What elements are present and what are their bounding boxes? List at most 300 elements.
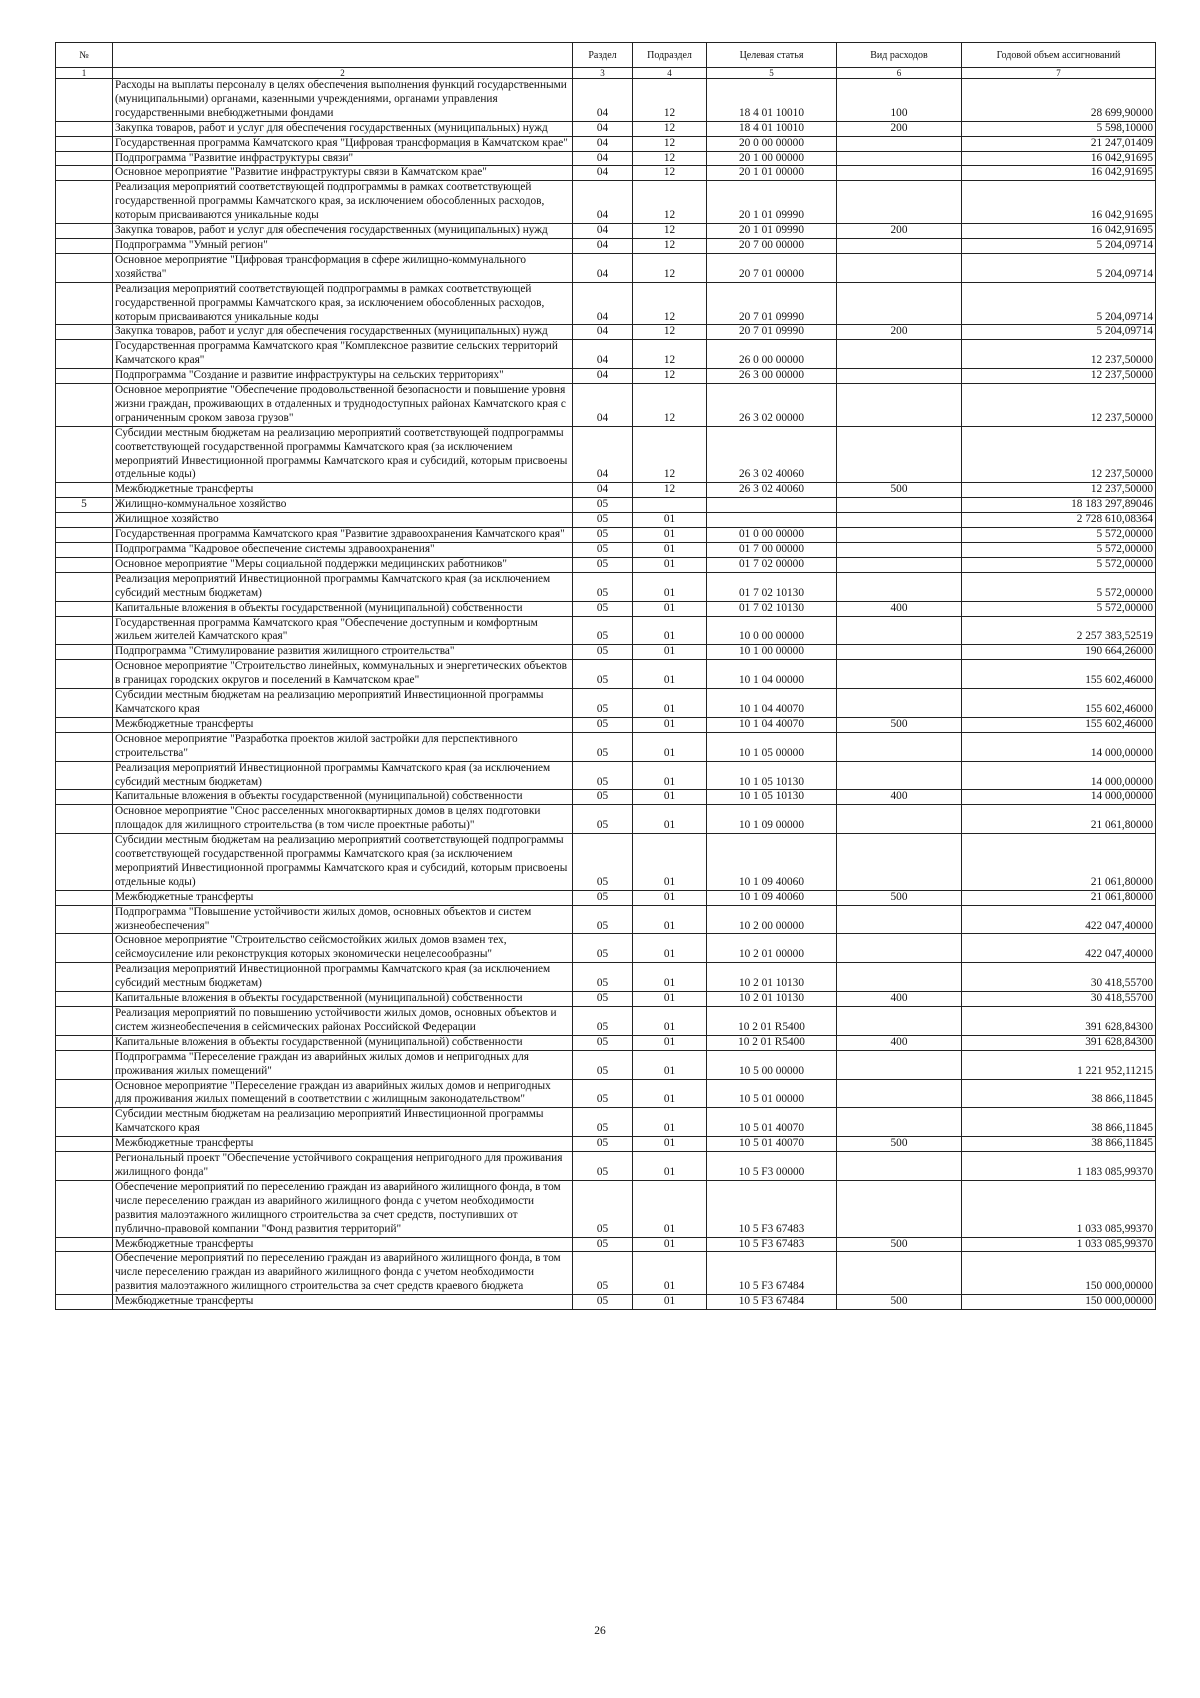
row-number <box>56 238 113 253</box>
row-section: 05 <box>573 689 633 718</box>
row-number <box>56 1050 113 1079</box>
row-name: Межбюджетные трансферты <box>113 1137 573 1152</box>
row-amount: 5 572,00000 <box>962 543 1156 558</box>
row-amount: 1 033 085,99370 <box>962 1180 1156 1237</box>
row-amount: 5 204,09714 <box>962 282 1156 325</box>
table-row <box>56 224 1156 239</box>
table-row <box>56 340 1156 369</box>
row-subsection: 12 <box>633 384 707 427</box>
row-expense-type <box>837 557 962 572</box>
row-expense-type <box>837 426 962 483</box>
row-name: Жилищно-коммунальное хозяйство <box>113 498 573 513</box>
column-number: 7 <box>962 68 1156 79</box>
row-number <box>56 426 113 483</box>
column-number: 5 <box>707 68 837 79</box>
table-row <box>56 369 1156 384</box>
row-section: 04 <box>573 483 633 498</box>
row-expense-type: 400 <box>837 790 962 805</box>
row-section: 04 <box>573 181 633 224</box>
row-section: 05 <box>573 660 633 689</box>
row-expense-type <box>837 616 962 645</box>
row-number <box>56 761 113 790</box>
row-target: 26 3 00 00000 <box>707 369 837 384</box>
row-target: 20 7 01 00000 <box>707 253 837 282</box>
row-subsection: 01 <box>633 528 707 543</box>
row-target: 20 1 01 09990 <box>707 181 837 224</box>
row-number <box>56 572 113 601</box>
table-row <box>56 645 1156 660</box>
row-amount: 30 418,55700 <box>962 992 1156 1007</box>
row-name: Реализация мероприятий по повышению устойчивости жилых домов, основных объектов и систем жизнеобеспечения в сейсмических районах Российской Федерации <box>113 1007 573 1036</box>
row-amount: 1 183 085,99370 <box>962 1152 1156 1181</box>
row-target: 01 7 02 10130 <box>707 601 837 616</box>
row-expense-type <box>837 369 962 384</box>
header-num: № <box>56 43 113 68</box>
row-name: Закупка товаров, работ и услуг для обеспечения государственных (муниципальных) нужд <box>113 325 573 340</box>
row-expense-type: 100 <box>837 79 962 122</box>
row-amount: 30 418,55700 <box>962 963 1156 992</box>
row-target: 10 1 04 00000 <box>707 660 837 689</box>
row-number <box>56 340 113 369</box>
row-subsection: 01 <box>633 1079 707 1108</box>
row-number <box>56 890 113 905</box>
row-target: 10 1 05 10130 <box>707 790 837 805</box>
row-number <box>56 905 113 934</box>
row-target: 10 0 00 00000 <box>707 616 837 645</box>
row-amount: 21 247,01409 <box>962 136 1156 151</box>
row-subsection: 01 <box>633 1050 707 1079</box>
row-amount: 14 000,00000 <box>962 732 1156 761</box>
row-name: Реализация мероприятий Инвестиционной программы Камчатского края (за исключением субсидий местным бюджетам) <box>113 761 573 790</box>
row-subsection: 01 <box>633 1152 707 1181</box>
row-subsection: 12 <box>633 181 707 224</box>
column-number: 1 <box>56 68 113 79</box>
row-amount: 155 602,46000 <box>962 717 1156 732</box>
row-name: Подпрограмма "Кадровое обеспечение системы здравоохранения" <box>113 543 573 558</box>
table-row <box>56 528 1156 543</box>
row-amount: 391 628,84300 <box>962 1007 1156 1036</box>
row-expense-type: 500 <box>837 483 962 498</box>
row-amount: 422 047,40000 <box>962 905 1156 934</box>
row-target: 10 1 00 00000 <box>707 645 837 660</box>
row-section: 05 <box>573 1108 633 1137</box>
row-subsection: 12 <box>633 136 707 151</box>
table-row <box>56 79 1156 122</box>
table-row <box>56 121 1156 136</box>
row-expense-type: 400 <box>837 1035 962 1050</box>
row-amount: 5 572,00000 <box>962 528 1156 543</box>
table-header-row <box>56 43 1156 68</box>
table-row <box>56 1050 1156 1079</box>
row-expense-type <box>837 151 962 166</box>
row-number <box>56 181 113 224</box>
table-row <box>56 166 1156 181</box>
row-subsection: 01 <box>633 616 707 645</box>
row-section: 05 <box>573 717 633 732</box>
row-target: 20 1 01 09990 <box>707 224 837 239</box>
row-amount: 12 237,50000 <box>962 340 1156 369</box>
row-section: 05 <box>573 1035 633 1050</box>
row-expense-type <box>837 136 962 151</box>
row-section: 04 <box>573 384 633 427</box>
row-subsection: 01 <box>633 1035 707 1050</box>
row-target: 10 1 09 40060 <box>707 834 837 891</box>
row-number <box>56 645 113 660</box>
row-name: Подпрограмма "Повышение устойчивости жилых домов, основных объектов и систем жизнеобеспечения" <box>113 905 573 934</box>
row-section: 05 <box>573 601 633 616</box>
table-row <box>56 790 1156 805</box>
row-name: Капитальные вложения в объекты государственной (муниципальной) собственности <box>113 790 573 805</box>
row-target: 26 3 02 40060 <box>707 426 837 483</box>
row-number <box>56 151 113 166</box>
row-target: 18 4 01 10010 <box>707 79 837 122</box>
row-amount: 21 061,80000 <box>962 805 1156 834</box>
row-section: 05 <box>573 834 633 891</box>
row-amount: 28 699,90000 <box>962 79 1156 122</box>
row-name: Межбюджетные трансферты <box>113 483 573 498</box>
row-expense-type <box>837 282 962 325</box>
row-subsection: 01 <box>633 905 707 934</box>
row-subsection: 12 <box>633 79 707 122</box>
row-amount: 155 602,46000 <box>962 660 1156 689</box>
row-amount: 12 237,50000 <box>962 369 1156 384</box>
row-number <box>56 1137 113 1152</box>
row-number <box>56 805 113 834</box>
row-target: 10 5 00 00000 <box>707 1050 837 1079</box>
row-name: Жилищное хозяйство <box>113 513 573 528</box>
row-target: 10 5 F3 00000 <box>707 1152 837 1181</box>
row-amount: 391 628,84300 <box>962 1035 1156 1050</box>
row-expense-type <box>837 805 962 834</box>
row-number <box>56 79 113 122</box>
row-name: Подпрограмма "Переселение граждан из аварийных жилых домов и непригодных для проживания жилых помещений" <box>113 1050 573 1079</box>
row-section: 04 <box>573 253 633 282</box>
row-section: 05 <box>573 761 633 790</box>
row-name: Субсидии местным бюджетам на реализацию мероприятий соответствующей подпрограммы соответствующей государственной программы Камчатского края (за исключением мероприятий Инвестиционной программы Камчатского края и субсидий, которым присвоены отдельные коды) <box>113 834 573 891</box>
row-expense-type <box>837 963 962 992</box>
table-row <box>56 616 1156 645</box>
row-target: 20 0 00 00000 <box>707 136 837 151</box>
row-amount: 1 033 085,99370 <box>962 1237 1156 1252</box>
row-name: Основное мероприятие "Обеспечение продовольственной безопасности и повышение уровня жизни граждан, проживающих в отдаленных и труднодоступных районах Камчатского края с ограниченным сроком завоза грузов" <box>113 384 573 427</box>
row-expense-type <box>837 834 962 891</box>
table-row <box>56 834 1156 891</box>
row-target: 26 0 00 00000 <box>707 340 837 369</box>
row-name: Межбюджетные трансферты <box>113 890 573 905</box>
row-section: 04 <box>573 238 633 253</box>
table-row <box>56 572 1156 601</box>
row-section: 05 <box>573 805 633 834</box>
row-expense-type: 400 <box>837 601 962 616</box>
row-section: 04 <box>573 79 633 122</box>
row-amount: 16 042,91695 <box>962 224 1156 239</box>
table-row <box>56 136 1156 151</box>
row-name: Субсидии местным бюджетам на реализацию мероприятий соответствующей подпрограммы соответствующей государственной программы Камчатского края (за исключением мероприятий Инвестиционной программы Камчатского края и субсидий, которым присвоены отдельные коды) <box>113 426 573 483</box>
row-subsection: 01 <box>633 572 707 601</box>
row-section: 05 <box>573 992 633 1007</box>
row-expense-type <box>837 1079 962 1108</box>
row-expense-type <box>837 1180 962 1237</box>
row-subsection: 01 <box>633 834 707 891</box>
row-target: 10 2 00 00000 <box>707 905 837 934</box>
row-section: 05 <box>573 513 633 528</box>
row-section: 04 <box>573 121 633 136</box>
table-row <box>56 732 1156 761</box>
table-row <box>56 992 1156 1007</box>
row-number <box>56 121 113 136</box>
row-section: 05 <box>573 1252 633 1295</box>
table-row <box>56 543 1156 558</box>
table-row <box>56 601 1156 616</box>
row-expense-type <box>837 166 962 181</box>
row-section: 04 <box>573 166 633 181</box>
row-amount: 38 866,11845 <box>962 1108 1156 1137</box>
row-name: Обеспечение мероприятий по переселению граждан из аварийного жилищного фонда, в том числе переселению граждан из аварийного жилищного фонда с учетом необходимости развития малоэтажного жилищного строительства за счет средств, поступивших от публично-правовой компании "Фонд развития территорий" <box>113 1180 573 1237</box>
row-target: 01 7 02 00000 <box>707 557 837 572</box>
row-subsection: 01 <box>633 890 707 905</box>
row-expense-type <box>837 645 962 660</box>
column-number: 3 <box>573 68 633 79</box>
table-row <box>56 1295 1156 1310</box>
row-name: Основное мероприятие "Развитие инфраструктуры связи в Камчатском крае" <box>113 166 573 181</box>
row-target: 01 7 02 10130 <box>707 572 837 601</box>
row-amount: 5 204,09714 <box>962 253 1156 282</box>
row-section: 05 <box>573 890 633 905</box>
row-number <box>56 1252 113 1295</box>
table-row <box>56 426 1156 483</box>
row-name: Субсидии местным бюджетам на реализацию мероприятий Инвестиционной программы Камчатского края <box>113 1108 573 1137</box>
row-expense-type: 500 <box>837 1137 962 1152</box>
row-amount: 12 237,50000 <box>962 426 1156 483</box>
row-expense-type <box>837 1108 962 1137</box>
table-row <box>56 689 1156 718</box>
row-target: 01 0 00 00000 <box>707 528 837 543</box>
row-subsection: 01 <box>633 761 707 790</box>
column-number: 6 <box>837 68 962 79</box>
row-target: 10 5 01 40070 <box>707 1108 837 1137</box>
header-section: Раздел <box>573 43 633 68</box>
row-amount: 5 572,00000 <box>962 601 1156 616</box>
page-number: 26 <box>594 1625 606 1637</box>
row-amount: 2 257 383,52519 <box>962 616 1156 645</box>
row-expense-type: 400 <box>837 992 962 1007</box>
row-amount: 150 000,00000 <box>962 1252 1156 1295</box>
row-section: 05 <box>573 934 633 963</box>
row-subsection: 01 <box>633 557 707 572</box>
row-name: Государственная программа Камчатского края "Комплексное развитие сельских территорий Камчатского края" <box>113 340 573 369</box>
row-amount: 5 572,00000 <box>962 557 1156 572</box>
row-target: 10 5 F3 67483 <box>707 1237 837 1252</box>
row-expense-type: 500 <box>837 1237 962 1252</box>
table-row <box>56 513 1156 528</box>
table-row <box>56 325 1156 340</box>
row-name: Закупка товаров, работ и услуг для обеспечения государственных (муниципальных) нужд <box>113 224 573 239</box>
row-number <box>56 483 113 498</box>
row-number <box>56 717 113 732</box>
row-section: 05 <box>573 1180 633 1237</box>
row-subsection: 01 <box>633 790 707 805</box>
row-number <box>56 136 113 151</box>
table-body <box>56 79 1156 1310</box>
row-target: 10 1 09 00000 <box>707 805 837 834</box>
row-number <box>56 166 113 181</box>
row-section: 04 <box>573 151 633 166</box>
row-expense-type: 500 <box>837 717 962 732</box>
row-expense-type <box>837 384 962 427</box>
column-number-row <box>56 68 1156 79</box>
row-number <box>56 992 113 1007</box>
row-name: Межбюджетные трансферты <box>113 717 573 732</box>
row-amount: 38 866,11845 <box>962 1079 1156 1108</box>
row-target: 10 5 F3 67484 <box>707 1295 837 1310</box>
row-expense-type <box>837 543 962 558</box>
header-amount: Годовой объем ассигнований <box>962 43 1156 68</box>
header-expense-type: Вид расходов <box>837 43 962 68</box>
row-section: 04 <box>573 136 633 151</box>
row-section: 05 <box>573 1007 633 1036</box>
row-expense-type: 200 <box>837 121 962 136</box>
row-subsection: 01 <box>633 732 707 761</box>
row-subsection: 12 <box>633 151 707 166</box>
row-name: Подпрограмма "Стимулирование развития жилищного строительства" <box>113 645 573 660</box>
row-amount: 16 042,91695 <box>962 166 1156 181</box>
row-subsection: 12 <box>633 369 707 384</box>
table-row <box>56 238 1156 253</box>
row-name: Основное мероприятие "Снос расселенных многоквартирных домов в целях подготовки площадок для жилищного строительства (в том числе проектные работы)" <box>113 805 573 834</box>
row-section: 05 <box>573 905 633 934</box>
row-number <box>56 963 113 992</box>
header-name <box>113 43 573 68</box>
row-name: Реализация мероприятий соответствующей подпрограммы в рамках соответствующей государственной программы Камчатского края, за исключением обособленных расходов, которым присваиваются уникальные коды <box>113 181 573 224</box>
row-subsection: 01 <box>633 992 707 1007</box>
row-target: 20 1 01 00000 <box>707 166 837 181</box>
row-subsection: 01 <box>633 805 707 834</box>
row-amount: 150 000,00000 <box>962 1295 1156 1310</box>
row-subsection: 01 <box>633 543 707 558</box>
table-row <box>56 1180 1156 1237</box>
row-name: Основное мероприятие "Строительство сейсмостойких жилых домов взамен тех, сейсмоусиление или реконструкция которых экономически нецелесообразны" <box>113 934 573 963</box>
row-expense-type <box>837 660 962 689</box>
row-target: 01 7 00 00000 <box>707 543 837 558</box>
row-target: 10 2 01 00000 <box>707 934 837 963</box>
row-target: 10 5 F3 67483 <box>707 1180 837 1237</box>
row-subsection: 12 <box>633 483 707 498</box>
row-expense-type <box>837 253 962 282</box>
row-section: 05 <box>573 1050 633 1079</box>
row-subsection: 12 <box>633 340 707 369</box>
row-name: Основное мероприятие "Разработка проектов жилой застройки для перспективного строительства" <box>113 732 573 761</box>
row-expense-type <box>837 572 962 601</box>
row-target: 26 3 02 00000 <box>707 384 837 427</box>
row-section: 05 <box>573 732 633 761</box>
row-target: 10 2 01 10130 <box>707 963 837 992</box>
row-target: 10 1 05 00000 <box>707 732 837 761</box>
row-amount: 21 061,80000 <box>962 834 1156 891</box>
row-name: Государственная программа Камчатского края "Развитие здравоохранения Камчатского края" <box>113 528 573 543</box>
row-number <box>56 1079 113 1108</box>
row-amount: 16 042,91695 <box>962 151 1156 166</box>
row-amount: 12 237,50000 <box>962 483 1156 498</box>
table-row <box>56 890 1156 905</box>
row-section: 05 <box>573 1152 633 1181</box>
row-subsection: 01 <box>633 660 707 689</box>
row-name: Основное мероприятие "Цифровая трансформация в сфере жилищно-коммунального хозяйства" <box>113 253 573 282</box>
row-subsection: 12 <box>633 325 707 340</box>
row-target: 20 7 01 09990 <box>707 325 837 340</box>
row-target: 26 3 02 40060 <box>707 483 837 498</box>
row-number <box>56 325 113 340</box>
row-number <box>56 1035 113 1050</box>
row-number <box>56 224 113 239</box>
row-subsection: 01 <box>633 645 707 660</box>
table-row <box>56 1237 1156 1252</box>
row-number <box>56 557 113 572</box>
row-name: Капитальные вложения в объекты государственной (муниципальной) собственности <box>113 1035 573 1050</box>
table-row <box>56 805 1156 834</box>
row-name: Капитальные вложения в объекты государственной (муниципальной) собственности <box>113 601 573 616</box>
row-section: 04 <box>573 325 633 340</box>
row-expense-type <box>837 905 962 934</box>
row-name: Основное мероприятие "Меры социальной поддержки медицинских работников" <box>113 557 573 572</box>
table-row <box>56 660 1156 689</box>
row-amount: 38 866,11845 <box>962 1137 1156 1152</box>
row-name: Межбюджетные трансферты <box>113 1237 573 1252</box>
row-amount: 155 602,46000 <box>962 689 1156 718</box>
row-subsection: 01 <box>633 1252 707 1295</box>
row-number <box>56 660 113 689</box>
row-expense-type <box>837 934 962 963</box>
row-section: 05 <box>573 498 633 513</box>
row-expense-type: 200 <box>837 325 962 340</box>
table-row <box>56 1137 1156 1152</box>
row-amount: 5 598,10000 <box>962 121 1156 136</box>
row-target: 10 1 04 40070 <box>707 689 837 718</box>
row-expense-type <box>837 513 962 528</box>
row-expense-type <box>837 1152 962 1181</box>
table-row <box>56 934 1156 963</box>
row-section: 05 <box>573 543 633 558</box>
row-name: Обеспечение мероприятий по переселению граждан из аварийного жилищного фонда, в том числе переселению граждан из аварийного жилищного фонда с учетом необходимости развития малоэтажного жилищного строительства за счет средств краевого бюджета <box>113 1252 573 1295</box>
row-number <box>56 282 113 325</box>
row-subsection: 01 <box>633 513 707 528</box>
table-row <box>56 498 1156 513</box>
row-expense-type <box>837 1050 962 1079</box>
row-expense-type <box>837 732 962 761</box>
table-row <box>56 483 1156 498</box>
row-name: Государственная программа Камчатского края "Цифровая трансформация в Камчатском крае" <box>113 136 573 151</box>
row-target: 10 2 01 10130 <box>707 992 837 1007</box>
table-row <box>56 1079 1156 1108</box>
row-section: 04 <box>573 426 633 483</box>
row-section: 05 <box>573 572 633 601</box>
row-number <box>56 369 113 384</box>
table-row <box>56 1252 1156 1295</box>
row-expense-type <box>837 1007 962 1036</box>
header-target: Целевая статья <box>707 43 837 68</box>
table-row <box>56 557 1156 572</box>
row-name: Региональный проект "Обеспечение устойчивого сокращения непригодного для проживания жилищного фонда" <box>113 1152 573 1181</box>
row-number <box>56 1108 113 1137</box>
row-subsection: 01 <box>633 601 707 616</box>
row-subsection: 01 <box>633 689 707 718</box>
row-name: Государственная программа Камчатского края "Обеспечение доступным и комфортным жильем жителей Камчатского края" <box>113 616 573 645</box>
row-name: Реализация мероприятий соответствующей подпрограммы в рамках соответствующей государственной программы Камчатского края, за исключением обособленных расходов, которым присваиваются уникальные коды <box>113 282 573 325</box>
row-number <box>56 732 113 761</box>
row-subsection: 12 <box>633 253 707 282</box>
row-section: 05 <box>573 1237 633 1252</box>
column-number: 4 <box>633 68 707 79</box>
row-expense-type <box>837 528 962 543</box>
